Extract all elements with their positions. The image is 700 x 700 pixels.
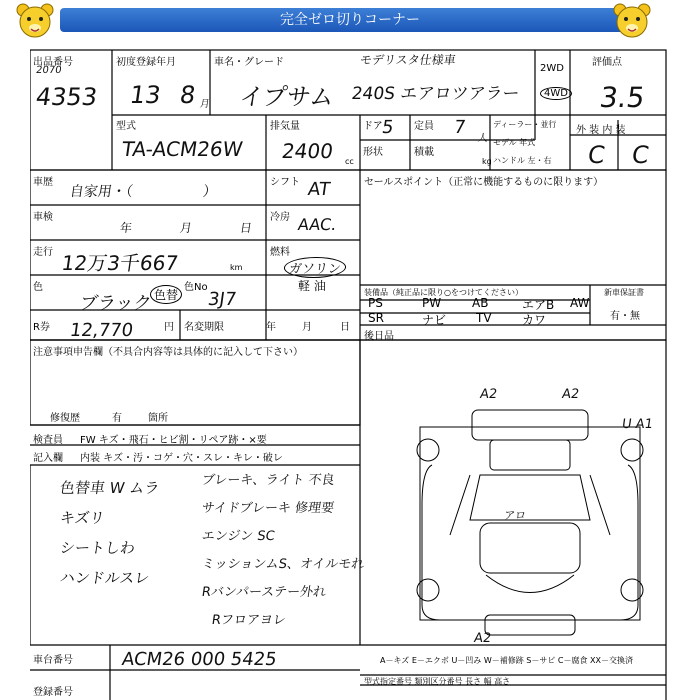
interior-grade: C <box>630 141 651 169</box>
equip-aw: AW <box>570 296 590 310</box>
note-right-line: エンジン SC <box>200 529 276 544</box>
color-value: ブラック <box>78 293 153 314</box>
note-right-line: Rバンパーステー外れ <box>200 585 327 600</box>
cc-unit: cc <box>345 157 354 166</box>
equip-pw: PW <box>422 296 442 310</box>
equipment-label: 装備品（純正品に限り○をつけてください） <box>364 288 523 297</box>
drive-2wd-label: 2WD <box>540 63 564 74</box>
chassis-number: ACM26 000 5425 <box>120 649 279 670</box>
capacity-value: 7 <box>452 117 467 138</box>
note-line: シートしわ <box>58 539 137 557</box>
inspection-label: 車検 <box>33 212 53 223</box>
car-grade-label: 車名・グレード <box>214 57 284 68</box>
chassis-no-label: 車台番号 <box>33 655 73 666</box>
rear-seat-label: 後日品 <box>364 331 394 342</box>
recycle-label: R券 <box>33 322 50 333</box>
note-right-line: サイドブレーキ 修理要 <box>200 501 336 516</box>
ext-int-label: 外 装 内 装 <box>576 125 626 136</box>
model-type-label: 型式 <box>116 121 136 132</box>
yen-unit: 円 <box>164 322 174 333</box>
note-right-line: ブレーキ、ライト 不良 <box>200 473 336 488</box>
aircon-label: 冷房 <box>270 212 290 223</box>
car-history-label: 車歴 <box>33 177 53 188</box>
check-row-fw: FW キズ・飛石・ヒビ割・リペア跡・×要 <box>80 435 267 446</box>
equip-sr: SR <box>368 311 384 325</box>
name-change-label: 名変期限 <box>184 322 224 333</box>
bear-mascot-icon <box>15 2 55 40</box>
color-label: 色 <box>33 282 43 293</box>
check-row-interior: 内装 キズ・汚・コゲ・穴・スレ・キレ・破レ <box>80 453 283 464</box>
bear-mascot-icon <box>612 2 652 40</box>
first-reg-month-suffix: 月 <box>198 99 211 110</box>
lot-sub-number: 2070 <box>35 65 63 76</box>
recorder-label: 記入欄 <box>33 453 63 464</box>
damage-mark: A2 <box>478 387 499 402</box>
exterior-grade: C <box>586 141 607 169</box>
note-line: ハンドルスレ <box>58 569 151 587</box>
recycle-fee: 12,770 <box>68 320 135 341</box>
model-year-label: モデル 年式 <box>493 138 536 147</box>
mileage-value: 12万3千667 <box>60 251 180 275</box>
capacity-label: 定員 <box>414 121 434 132</box>
name-change-year: 年 <box>266 322 276 333</box>
damage-mark: A2 <box>472 631 493 646</box>
auction-sheet <box>30 45 668 700</box>
equip-tv: TV <box>476 311 492 325</box>
fuel-alt-value: 軽 油 <box>298 279 326 293</box>
doors-label: ドア <box>363 121 383 132</box>
handle-label: ハンドル 左・右 <box>493 156 552 165</box>
equip-air-b: エアB <box>522 298 555 312</box>
name-change-day: 日 <box>340 322 350 333</box>
first-reg-label: 初度登録年月 <box>116 57 176 68</box>
inspection-year: 年 <box>118 221 133 235</box>
model-type-value: TA-ACM26W <box>120 137 245 161</box>
note-right-line: Rフロアヨレ <box>210 613 287 628</box>
shape-label: 形状 <box>363 147 383 158</box>
note-line: 色替車 W ムラ <box>58 479 161 497</box>
equip-navi: ナビ <box>422 313 447 327</box>
lot-no-label: 出品番号 <box>33 57 73 68</box>
inspection-month: 月 <box>178 221 193 235</box>
repair-value: 有 <box>112 413 122 424</box>
first-reg-year: 13 <box>128 81 163 109</box>
header-banner <box>0 0 700 42</box>
warranty-value: 有・無 <box>610 311 640 322</box>
bottom-sizes-label: 型式指定番号 類別区分番号 長さ 幅 高さ <box>364 677 511 686</box>
score-label: 評価点 <box>592 57 622 68</box>
grade-top: モデリスタ仕様車 <box>358 53 457 67</box>
shift-label: シフト <box>270 177 300 188</box>
km-unit: km <box>230 263 243 272</box>
lot-number: 4353 <box>34 83 100 111</box>
equip-ps: PS <box>368 296 383 310</box>
shift-value: AT <box>306 179 332 200</box>
damage-mark: U A1 <box>620 417 654 432</box>
load-label: 積載 <box>414 147 434 158</box>
mileage-label: 走行 <box>33 247 53 258</box>
inspector-label: 検査員 <box>33 435 63 446</box>
car-history-value: 自家用・（ ） <box>68 184 218 200</box>
capacity-unit: 人 <box>476 133 489 144</box>
color-change-circled: 色替 <box>150 285 182 304</box>
displacement-label: 排気量 <box>270 121 300 132</box>
notes-label: 注意事項申告欄（不具合内容等は具体的に記入して下さい） <box>33 347 303 358</box>
banner-title: 完全ゼロ切りコーナー <box>60 8 640 32</box>
inspection-day: 日 <box>238 221 253 235</box>
car-grade: 240S エアロツアラー <box>350 84 521 104</box>
repair-place-label: 箇所 <box>148 413 168 424</box>
name-change-month: 月 <box>302 322 312 333</box>
new-warranty-label: 新車保証書 <box>604 288 644 297</box>
repair-history-label: 修復歴 <box>50 413 80 424</box>
kg-unit: kg <box>482 157 492 166</box>
displacement-value: 2400 <box>280 139 335 163</box>
sales-points-label: セールスポイント（正常に機能するものに限ります） <box>364 177 604 188</box>
dealer-parallel-label: ディーラー・並行 <box>493 120 557 129</box>
doors-value: 5 <box>380 117 395 138</box>
car-name: イプサム <box>237 83 336 111</box>
damage-mark: A2 <box>560 387 581 402</box>
note-line: キズリ <box>58 509 106 527</box>
color-number-value: 3J7 <box>206 289 238 310</box>
note-right-line: ミッションムS、オイルモれ <box>200 557 366 572</box>
reg-no-label: 登録番号 <box>33 687 73 698</box>
equip-leather: カワ <box>522 313 547 327</box>
score-value: 3.5 <box>597 81 647 114</box>
drive-4wd-label: 4WD <box>540 87 572 100</box>
color-no-label: 色No <box>184 282 208 293</box>
fuel-value: ガソリン <box>283 257 348 278</box>
fuel-label: 燃料 <box>270 247 290 258</box>
equip-ab: AB <box>472 296 489 310</box>
aircon-value: AAC. <box>296 215 338 234</box>
damage-mark-aro: アロ <box>503 509 527 522</box>
first-reg-month: 8 <box>178 81 198 109</box>
diagram-legend: A－キズ E－エクボ U－凹み W－補修跡 S－サビ C－腐食 XX－交換済 <box>380 656 634 665</box>
